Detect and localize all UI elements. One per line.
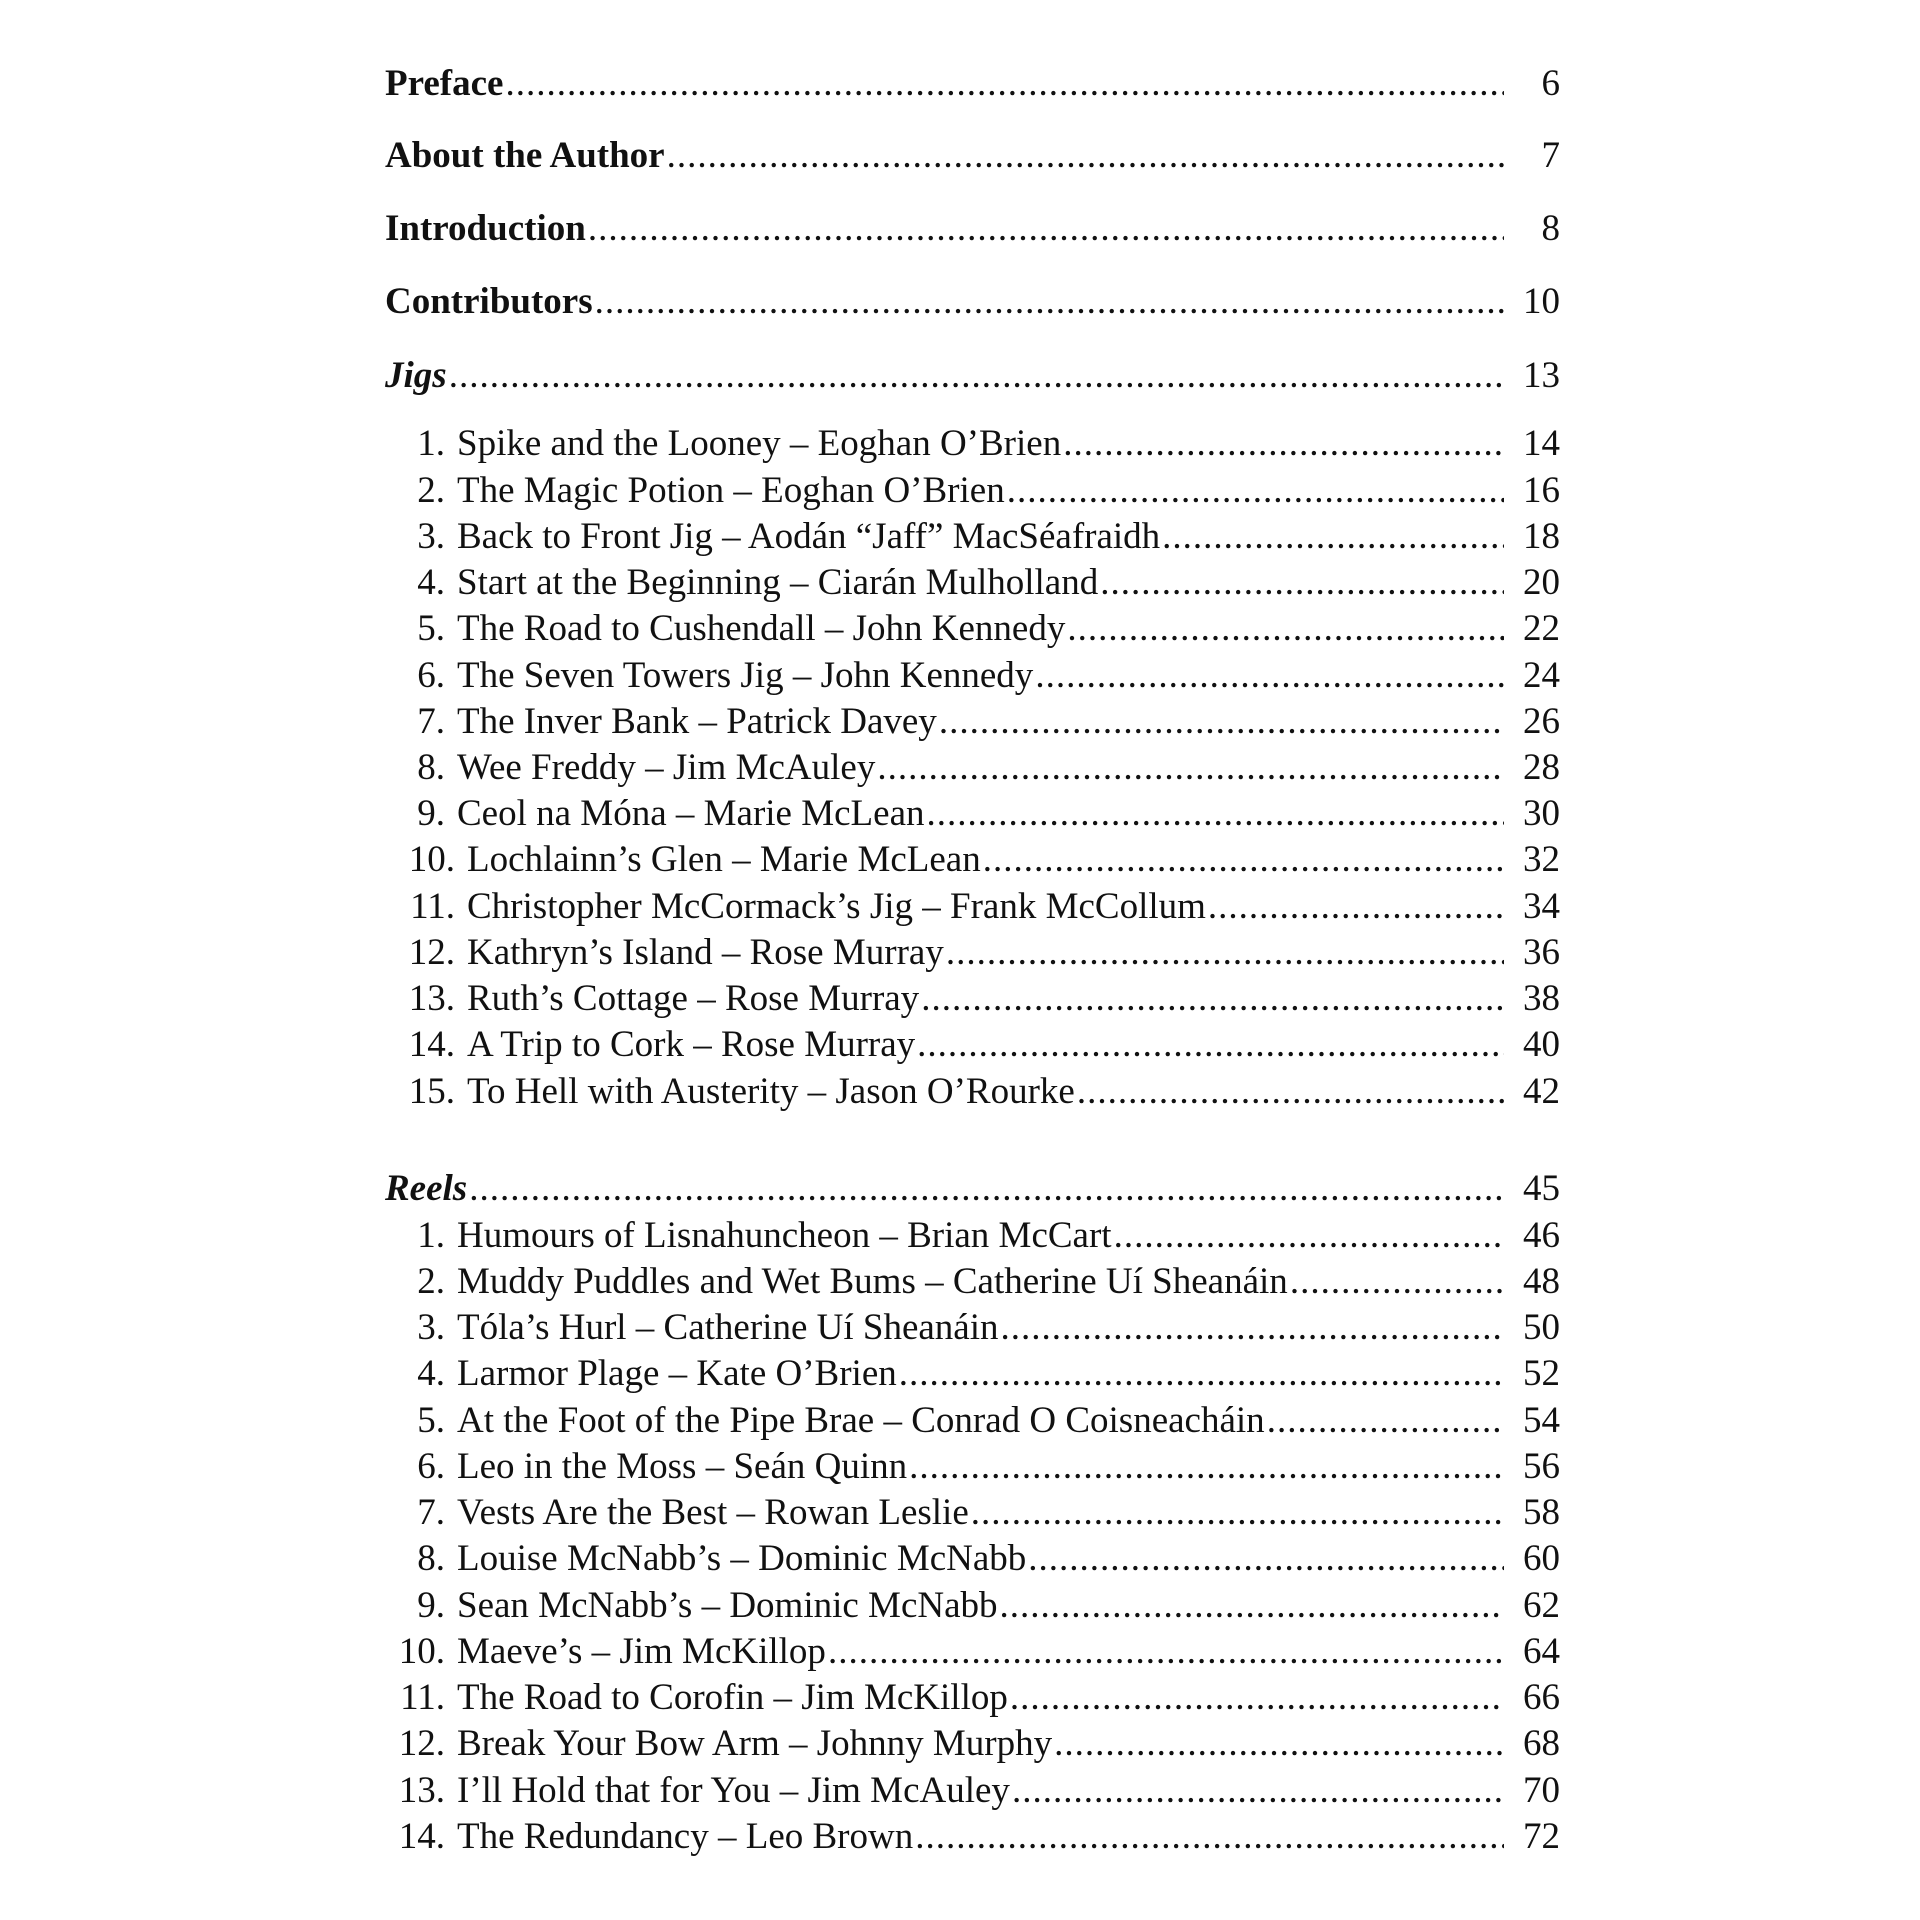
dot-leader bbox=[1028, 1537, 1504, 1580]
entry-page-number: 32 bbox=[1523, 839, 1560, 880]
entry-page-number: 50 bbox=[1523, 1307, 1560, 1348]
entry-title: Tóla’s Hurl – Catherine Uí Sheanáin bbox=[457, 1307, 999, 1348]
dot-leader bbox=[595, 280, 1504, 323]
dot-leader bbox=[971, 1491, 1504, 1534]
entry-page-number: 42 bbox=[1523, 1071, 1560, 1112]
entry-title: The Inver Bank – Patrick Davey bbox=[457, 701, 937, 742]
toc-entry-contributors bbox=[385, 280, 1560, 328]
reel-entry bbox=[385, 1352, 1560, 1400]
dot-leader bbox=[588, 207, 1504, 250]
jig-entry bbox=[385, 469, 1560, 517]
entry-page-number: 70 bbox=[1523, 1770, 1560, 1811]
entry-page-number: 40 bbox=[1523, 1024, 1560, 1065]
entry-number: 6. bbox=[417, 655, 445, 696]
dot-leader bbox=[1054, 1722, 1504, 1765]
entry-page-number: 56 bbox=[1523, 1446, 1560, 1487]
entry-title: Introduction bbox=[385, 208, 586, 249]
dot-leader bbox=[917, 1023, 1504, 1066]
entry-title: The Road to Corofin – Jim McKillop bbox=[457, 1677, 1008, 1718]
entry-number: 12. bbox=[408, 932, 455, 973]
dot-leader bbox=[1007, 469, 1504, 512]
entry-title: Break Your Bow Arm – Johnny Murphy bbox=[457, 1723, 1053, 1764]
toc-entry-preface bbox=[385, 62, 1560, 110]
entry-number: 10. bbox=[408, 839, 455, 880]
dot-leader bbox=[1067, 607, 1504, 650]
dot-leader bbox=[983, 838, 1504, 881]
entry-title: Spike and the Looney – Eoghan O’Brien bbox=[457, 423, 1062, 464]
entry-title: Larmor Plage – Kate O’Brien bbox=[457, 1353, 897, 1394]
entry-number: 10. bbox=[398, 1631, 445, 1672]
entry-title: The Seven Towers Jig – John Kennedy bbox=[457, 655, 1034, 696]
entry-page-number: 38 bbox=[1523, 978, 1560, 1019]
entry-title: Humours of Lisnahuncheon – Brian McCart bbox=[457, 1215, 1112, 1256]
jig-entry bbox=[385, 607, 1560, 655]
toc-entry-introduction bbox=[385, 207, 1560, 255]
entry-page-number: 48 bbox=[1523, 1261, 1560, 1302]
entry-page-number: 46 bbox=[1523, 1215, 1560, 1256]
entry-page-number: 18 bbox=[1523, 516, 1560, 557]
dot-leader bbox=[469, 1167, 1504, 1210]
section-heading-jigs bbox=[385, 354, 1560, 402]
entry-title: Back to Front Jig – Aodán “Jaff” MacSéafraidh bbox=[457, 516, 1161, 557]
entry-page-number: 58 bbox=[1523, 1492, 1560, 1533]
reel-entry bbox=[385, 1399, 1560, 1447]
entry-number: 2. bbox=[417, 470, 445, 511]
entry-title: About the Author bbox=[385, 135, 665, 176]
entry-page-number: 68 bbox=[1523, 1723, 1560, 1764]
dot-leader bbox=[505, 62, 1504, 105]
entry-title: Maeve’s – Jim McKillop bbox=[457, 1631, 826, 1672]
entry-title: Ceol na Móna – Marie McLean bbox=[457, 793, 925, 834]
section-page-number: 13 bbox=[1523, 355, 1560, 396]
entry-number: 8. bbox=[417, 747, 445, 788]
jig-entry bbox=[385, 885, 1560, 933]
entry-title: The Road to Cushendall – John Kennedy bbox=[457, 608, 1066, 649]
reel-entry bbox=[385, 1676, 1560, 1724]
entry-page-number: 22 bbox=[1523, 608, 1560, 649]
dot-leader bbox=[1035, 654, 1504, 697]
entry-page-number: 24 bbox=[1523, 655, 1560, 696]
entry-number: 4. bbox=[417, 1353, 445, 1394]
entry-page-number: 28 bbox=[1523, 747, 1560, 788]
entry-title: At the Foot of the Pipe Brae – Conrad O Coisneacháin bbox=[457, 1400, 1265, 1441]
dot-leader bbox=[915, 1815, 1504, 1858]
jig-entry bbox=[385, 1070, 1560, 1118]
jig-entry bbox=[385, 422, 1560, 470]
jig-entry bbox=[385, 746, 1560, 794]
entry-number: 6. bbox=[417, 1446, 445, 1487]
entry-number: 9. bbox=[417, 793, 445, 834]
jig-entry bbox=[385, 977, 1560, 1025]
dot-leader bbox=[1114, 1214, 1504, 1257]
dot-leader bbox=[1063, 422, 1504, 465]
dot-leader bbox=[946, 931, 1504, 974]
entry-page-number: 26 bbox=[1523, 701, 1560, 742]
entry-title: Lochlainn’s Glen – Marie McLean bbox=[467, 839, 981, 880]
reel-entry bbox=[385, 1214, 1560, 1262]
entry-title: The Redundancy – Leo Brown bbox=[457, 1816, 914, 1857]
reel-entry bbox=[385, 1491, 1560, 1539]
dot-leader bbox=[1001, 1306, 1504, 1349]
reel-entry bbox=[385, 1630, 1560, 1678]
entry-title: Christopher McCormack’s Jig – Frank McCollum bbox=[467, 886, 1206, 927]
entry-number: 9. bbox=[417, 1585, 445, 1626]
dot-leader bbox=[828, 1630, 1504, 1673]
entry-title: Wee Freddy – Jim McAuley bbox=[457, 747, 876, 788]
entry-number: 12. bbox=[398, 1723, 445, 1764]
jig-entry bbox=[385, 1023, 1560, 1071]
entry-page-number: 66 bbox=[1523, 1677, 1560, 1718]
entry-page-number: 36 bbox=[1523, 932, 1560, 973]
entry-page-number: 20 bbox=[1523, 562, 1560, 603]
entry-number: 2. bbox=[417, 1261, 445, 1302]
jig-entry bbox=[385, 654, 1560, 702]
entry-number: 15. bbox=[408, 1071, 455, 1112]
entry-page-number: 14 bbox=[1523, 423, 1560, 464]
reel-entry bbox=[385, 1537, 1560, 1585]
dot-leader bbox=[921, 977, 1504, 1020]
jig-entry bbox=[385, 838, 1560, 886]
entry-number: 11. bbox=[400, 1677, 445, 1718]
dot-leader bbox=[1077, 1070, 1504, 1113]
entry-title: Sean McNabb’s – Dominic McNabb bbox=[457, 1585, 998, 1626]
entry-title: To Hell with Austerity – Jason O’Rourke bbox=[467, 1071, 1075, 1112]
entry-number: 14. bbox=[408, 1024, 455, 1065]
entry-title: Leo in the Moss – Seán Quinn bbox=[457, 1446, 908, 1487]
entry-number: 13. bbox=[398, 1770, 445, 1811]
jig-entry bbox=[385, 700, 1560, 748]
entry-page-number: 30 bbox=[1523, 793, 1560, 834]
entry-title: Start at the Beginning – Ciarán Mulholland bbox=[457, 562, 1099, 603]
entry-number: 3. bbox=[417, 516, 445, 557]
dot-leader bbox=[1000, 1584, 1504, 1627]
dot-leader bbox=[1290, 1260, 1504, 1303]
dot-leader bbox=[877, 746, 1504, 789]
toc-entry-about-author bbox=[385, 134, 1560, 182]
reel-entry bbox=[385, 1769, 1560, 1817]
entry-number: 7. bbox=[417, 701, 445, 742]
entry-title: Muddy Puddles and Wet Bums – Catherine Uí Sheanáin bbox=[457, 1261, 1288, 1302]
dot-leader bbox=[1100, 561, 1504, 604]
dot-leader bbox=[1162, 515, 1504, 558]
dot-leader bbox=[667, 134, 1504, 177]
entry-title: Ruth’s Cottage – Rose Murray bbox=[467, 978, 920, 1019]
section-page-number: 45 bbox=[1523, 1168, 1560, 1209]
entry-title: A Trip to Cork – Rose Murray bbox=[467, 1024, 916, 1065]
section-title: Reels bbox=[385, 1168, 468, 1209]
entry-title: Preface bbox=[385, 63, 504, 104]
entry-page-number: 72 bbox=[1523, 1816, 1560, 1857]
dot-leader bbox=[1208, 885, 1504, 928]
entry-number: 4. bbox=[417, 562, 445, 603]
entry-page-number: 60 bbox=[1523, 1538, 1560, 1579]
dot-leader bbox=[1012, 1769, 1504, 1812]
jig-entry bbox=[385, 931, 1560, 979]
entry-number: 8. bbox=[417, 1538, 445, 1579]
entry-number: 5. bbox=[417, 1400, 445, 1441]
reel-entry bbox=[385, 1445, 1560, 1493]
entry-page-number: 10 bbox=[1523, 281, 1560, 322]
entry-page-number: 34 bbox=[1523, 886, 1560, 927]
entry-number: 13. bbox=[408, 978, 455, 1019]
reel-entry bbox=[385, 1306, 1560, 1354]
entry-number: 3. bbox=[417, 1307, 445, 1348]
dot-leader bbox=[927, 792, 1505, 835]
entry-number: 5. bbox=[417, 608, 445, 649]
entry-title: Vests Are the Best – Rowan Leslie bbox=[457, 1492, 969, 1533]
entry-number: 1. bbox=[417, 423, 445, 464]
jig-entry bbox=[385, 515, 1560, 563]
entry-page-number: 62 bbox=[1523, 1585, 1560, 1626]
entry-number: 7. bbox=[417, 1492, 445, 1533]
section-title: Jigs bbox=[385, 355, 447, 396]
entry-title: Contributors bbox=[385, 281, 593, 322]
dot-leader bbox=[939, 700, 1504, 743]
reel-entry bbox=[385, 1584, 1560, 1632]
entry-page-number: 52 bbox=[1523, 1353, 1560, 1394]
entry-number: 1. bbox=[417, 1215, 445, 1256]
entry-page-number: 7 bbox=[1541, 135, 1560, 176]
entry-title: I’ll Hold that for You – Jim McAuley bbox=[457, 1770, 1010, 1811]
entry-page-number: 6 bbox=[1541, 63, 1560, 104]
entry-page-number: 64 bbox=[1523, 1631, 1560, 1672]
entry-title: The Magic Potion – Eoghan O’Brien bbox=[457, 470, 1005, 511]
section-heading-reels bbox=[385, 1167, 1560, 1215]
dot-leader bbox=[899, 1352, 1504, 1395]
reel-entry bbox=[385, 1722, 1560, 1770]
entry-title: Louise McNabb’s – Dominic McNabb bbox=[457, 1538, 1027, 1579]
entry-title: Kathryn’s Island – Rose Murray bbox=[467, 932, 944, 973]
dot-leader bbox=[1010, 1676, 1504, 1719]
dot-leader bbox=[909, 1445, 1504, 1488]
reel-entry bbox=[385, 1260, 1560, 1308]
reel-entry bbox=[385, 1815, 1560, 1863]
entry-page-number: 54 bbox=[1523, 1400, 1560, 1441]
jig-entry bbox=[385, 792, 1560, 840]
jig-entry bbox=[385, 561, 1560, 609]
dot-leader bbox=[449, 354, 1504, 397]
entry-page-number: 16 bbox=[1523, 470, 1560, 511]
dot-leader bbox=[1267, 1399, 1504, 1442]
entry-number: 11. bbox=[410, 886, 455, 927]
entry-page-number: 8 bbox=[1541, 208, 1560, 249]
entry-number: 14. bbox=[398, 1816, 445, 1857]
